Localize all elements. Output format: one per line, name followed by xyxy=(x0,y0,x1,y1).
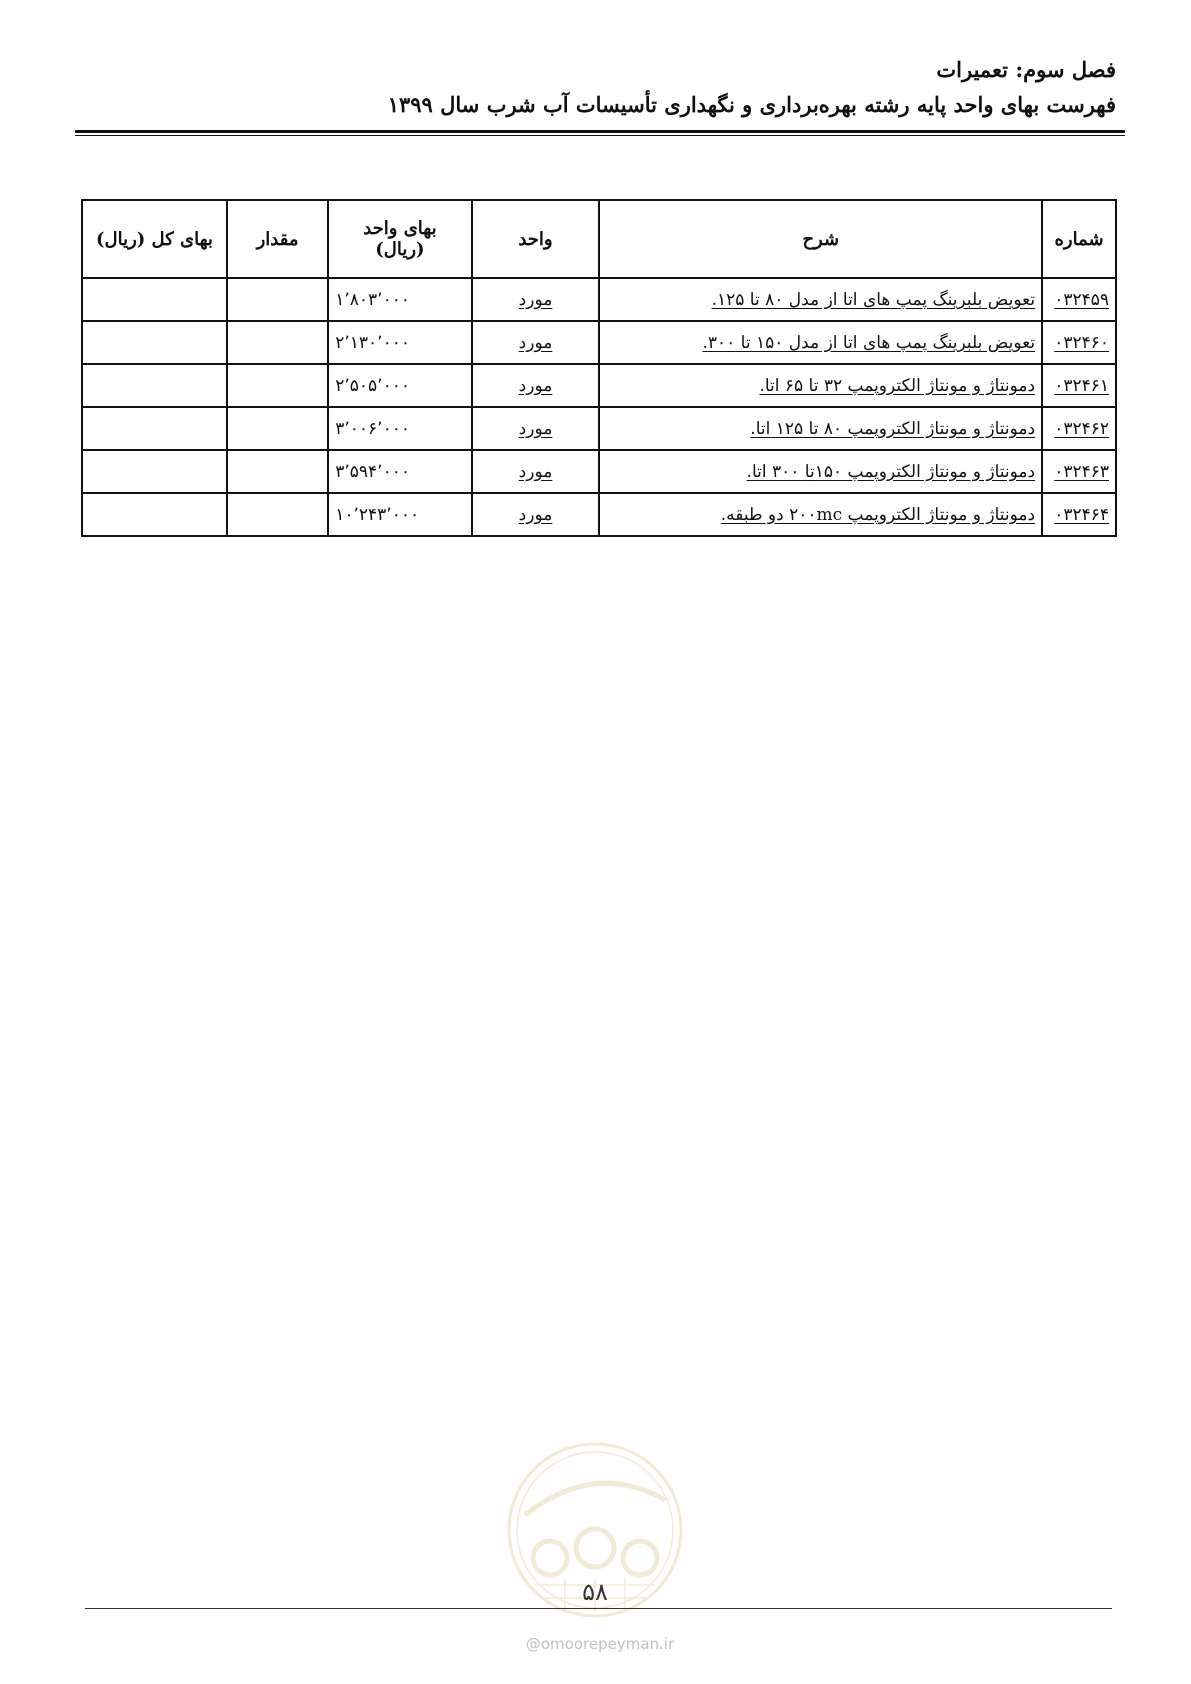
item-total-price xyxy=(82,278,227,321)
watermark-calligraphy-stroke xyxy=(525,1483,665,1515)
item-code-text: ۰۳۲۴۶۰ xyxy=(1054,332,1109,353)
header-quantity: مقدار xyxy=(227,200,328,278)
page-header xyxy=(66,56,1116,120)
item-code-text: ۰۳۲۴۶۴ xyxy=(1054,504,1109,525)
item-quantity xyxy=(227,450,328,493)
item-total-price xyxy=(82,364,227,407)
watermark-gear-left-icon xyxy=(533,1541,567,1575)
item-unit-text: مورد xyxy=(518,289,553,310)
item-description-text: تعویض بلبرینگ پمپ های اتا از مدل ۱۵۰ تا ۳۰۰. xyxy=(702,332,1036,353)
item-unit-price: ۱۰٬۲۴۳٬۰۰۰ xyxy=(328,493,471,536)
header-description: شرح xyxy=(599,200,1042,278)
item-code-text: ۰۳۲۴۵۹ xyxy=(1054,289,1109,310)
item-description-text: دمونتاژ و مونتاژ الکتروپمپ ۲۰۰mc دو طبقه. xyxy=(720,504,1036,525)
header-code: شماره xyxy=(1042,200,1116,278)
item-code-text: ۰۳۲۴۶۲ xyxy=(1054,418,1109,439)
item-unit xyxy=(472,450,600,493)
site-credit: @omoorepeyman.ir xyxy=(525,1635,675,1653)
item-unit-price: ۲٬۱۳۰٬۰۰۰ xyxy=(328,321,471,364)
item-description xyxy=(599,493,1042,536)
header-unit-price xyxy=(328,200,471,278)
item-quantity xyxy=(227,493,328,536)
price-list-title: فهرست بهای واحد پایه رشته بهره‌برداری و نگهداری تأسیسات آب شرب سال ۱۳۹۹ xyxy=(387,92,1116,117)
page-number: ۵۸ xyxy=(582,1578,608,1606)
item-unit-text: مورد xyxy=(518,461,553,482)
item-unit-text: مورد xyxy=(518,504,553,525)
item-unit xyxy=(472,278,600,321)
chapter-title: فصل سوم: تعمیرات xyxy=(936,57,1116,82)
item-unit-text: مورد xyxy=(518,375,553,396)
item-unit xyxy=(472,321,600,364)
footer-divider xyxy=(85,1608,1112,1609)
table-row xyxy=(82,278,1116,321)
header-unit-price-label: بهای واحد xyxy=(363,218,437,239)
header-divider-thin xyxy=(75,135,1125,136)
item-unit-price: ۱٬۸۰۳٬۰۰۰ xyxy=(328,278,471,321)
item-total-price xyxy=(82,407,227,450)
item-description xyxy=(599,321,1042,364)
item-code xyxy=(1042,278,1116,321)
item-description xyxy=(599,364,1042,407)
item-total-price xyxy=(82,493,227,536)
table-row xyxy=(82,321,1116,364)
item-unit-price: ۲٬۵۰۵٬۰۰۰ xyxy=(328,364,471,407)
item-total-price xyxy=(82,321,227,364)
item-quantity xyxy=(227,278,328,321)
header-total-price: بهای کل (ریال) xyxy=(82,200,227,278)
item-total-price xyxy=(82,450,227,493)
item-description-text: دمونتاژ و مونتاژ الکتروپمپ ۸۰ تا ۱۲۵ اتا. xyxy=(750,418,1036,439)
item-description xyxy=(599,450,1042,493)
item-description-text: تعویض بلبرینگ پمپ های اتا از مدل ۸۰ تا ۱۲۵. xyxy=(711,289,1036,310)
item-quantity xyxy=(227,407,328,450)
header-divider-thick xyxy=(75,130,1125,133)
header-unit: واحد xyxy=(472,200,600,278)
table-row xyxy=(82,450,1116,493)
table-header-row xyxy=(82,200,1116,278)
watermark-gear-center-icon xyxy=(576,1529,614,1567)
item-code xyxy=(1042,407,1116,450)
item-description-text: دمونتاژ و مونتاژ الکتروپمپ ۱۵۰تا ۳۰۰ اتا. xyxy=(746,461,1036,482)
item-unit-text: مورد xyxy=(518,332,553,353)
item-code-text: ۰۳۲۴۶۳ xyxy=(1054,461,1109,482)
item-unit-price: ۳٬۰۰۶٬۰۰۰ xyxy=(328,407,471,450)
item-unit xyxy=(472,364,600,407)
item-description xyxy=(599,407,1042,450)
item-code xyxy=(1042,364,1116,407)
item-code-text: ۰۳۲۴۶۱ xyxy=(1054,375,1109,396)
item-quantity xyxy=(227,364,328,407)
item-description xyxy=(599,278,1042,321)
item-unit xyxy=(472,407,600,450)
watermark-gear-right-icon xyxy=(623,1541,657,1575)
item-unit xyxy=(472,493,600,536)
item-code xyxy=(1042,493,1116,536)
item-code xyxy=(1042,450,1116,493)
price-items-table xyxy=(81,199,1117,537)
table-row xyxy=(82,364,1116,407)
table-row xyxy=(82,493,1116,536)
item-unit-price: ۳٬۵۹۴٬۰۰۰ xyxy=(328,450,471,493)
item-unit-text: مورد xyxy=(518,418,553,439)
item-description-text: دمونتاژ و مونتاژ الکتروپمپ ۳۲ تا ۶۵ اتا. xyxy=(759,375,1036,396)
item-code xyxy=(1042,321,1116,364)
item-quantity xyxy=(227,321,328,364)
table-row xyxy=(82,407,1116,450)
header-unit-price-currency: (ریال) xyxy=(375,239,425,260)
